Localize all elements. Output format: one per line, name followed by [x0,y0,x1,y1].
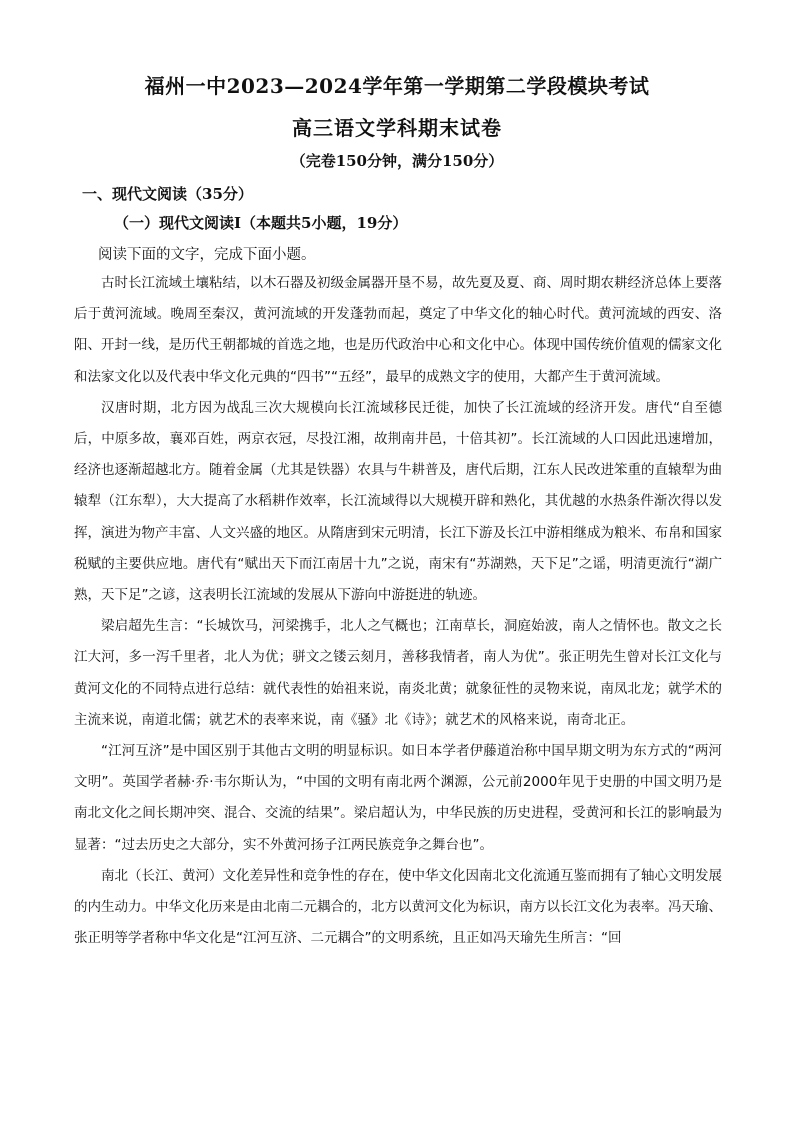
passage-paragraph: 古时长江流域土壤粘结，以木石器及初级金属器开垦不易，故先夏及夏、商、周时期农耕经济总体上要落后于黄河流域。晚周至秦汉，黄河流域的开发蓬勃而起，奠定了中华文化的轴心时代。黄河流域的西安、洛阳、开封一线，是历代王朝都城的首选之地，也是历代政治中心和文化中心。体现中国传统价值观的儒家文化和法家文化以及代表中华文化元典的“四书”“五经”，最早的成熟文字的使用，大都产生于黄河流域。 [74,275,722,385]
section-heading: 一、现代文阅读（35分） [82,185,253,203]
passage-paragraph: 南北（长江、黄河）文化差异性和竞争性的存在，使中华文化因南北文化流通互鉴而拥有了轴心文明发展的内生动力。中华文化历来是由北南二元耦合的，北方以黄河文化为标识，南方以长江文化为表率。冯天瑜、张正明等学者称中华文化是“江河互济、二元耦合”的文明系统，且正如冯天瑜先生所言：“回 [74,867,722,947]
passage-paragraph: 梁启超先生言：“长城饮马，河梁携手，北人之气概也；江南草长，洞庭始波，南人之情怀也。散文之长江大河，多一泻千里者，北人为优；骈文之镂云刻月，善移我情者，南人为优”。张正明先生曾对长江文化与黄河文化的不同特点进行总结：就代表性的始祖来说，南炎北黄；就象征性的灵物来说，南凤北龙；就学术的主流来说，南道北儒；就艺术的表率来说，南《骚》北《诗》；就艺术的风格来说，南奇北正。 [74,618,722,728]
passage-paragraph: 汉唐时期，北方因为战乱三次大规模向长江流域移民迁徙，加快了长江流域的经济开发。唐代“自至德后，中原多故，襄邓百姓，两京衣冠，尽投江湘，故荆南井邑，十倍其初”。长江流域的人口因此迅速增加，经济也逐渐超越北方。随着金属（尤其是铁器）农具与牛耕普及，唐代后期，江东人民改进笨重的直辕犁为曲辕犁（江东犁），大大提高了水稻耕作效率，长江流域得以大规模开辟和熟化，其优越的水热条件渐次得以发挥，演进为物产丰富、人文兴盛的地区。从隋唐到宋元明清，长江下游及长江中游相继成为粮米、布帛和国家税赋的主要供应地。唐代有“赋出天下而江南居十九”之说，南宋有“苏湖熟，天下足”之谣，明清更流行“湖广熟，天下足”之谚，这表明长江流域的发展从下游向中游挺进的轨迹。 [74,399,722,604]
subsection-heading: （一）现代文阅读Ⅰ（本题共5小题，19分） [114,214,408,232]
reading-instruction: 阅读下面的文字，完成下面小题。 [98,247,316,263]
reading-passage [74,268,722,954]
passage-paragraph: “江河互济”是中国区别于其他古文明的明显标识。如日本学者伊藤道治称中国早期文明为东方式的“两河文明”。英国学者赫·乔·韦尔斯认为，“中国的文明有南北两个渊源，公元前2000年见于史册的中国文明乃是南北文化之间长期冲突、混合、交流的结果”。梁启超认为，中华民族的历史进程，受黄河和长江的影响最为显著：“过去历史之大部分，实不外黄河扬子江两民族竞争之舞台也”。 [74,743,722,853]
exam-subtitle: 高三语文学科期末试卷 [292,116,502,140]
exam-title: 福州一中2023—2024学年第一学期第二学段模块考试 [144,74,650,98]
exam-info: （完卷150分钟，满分150分） [290,152,504,170]
